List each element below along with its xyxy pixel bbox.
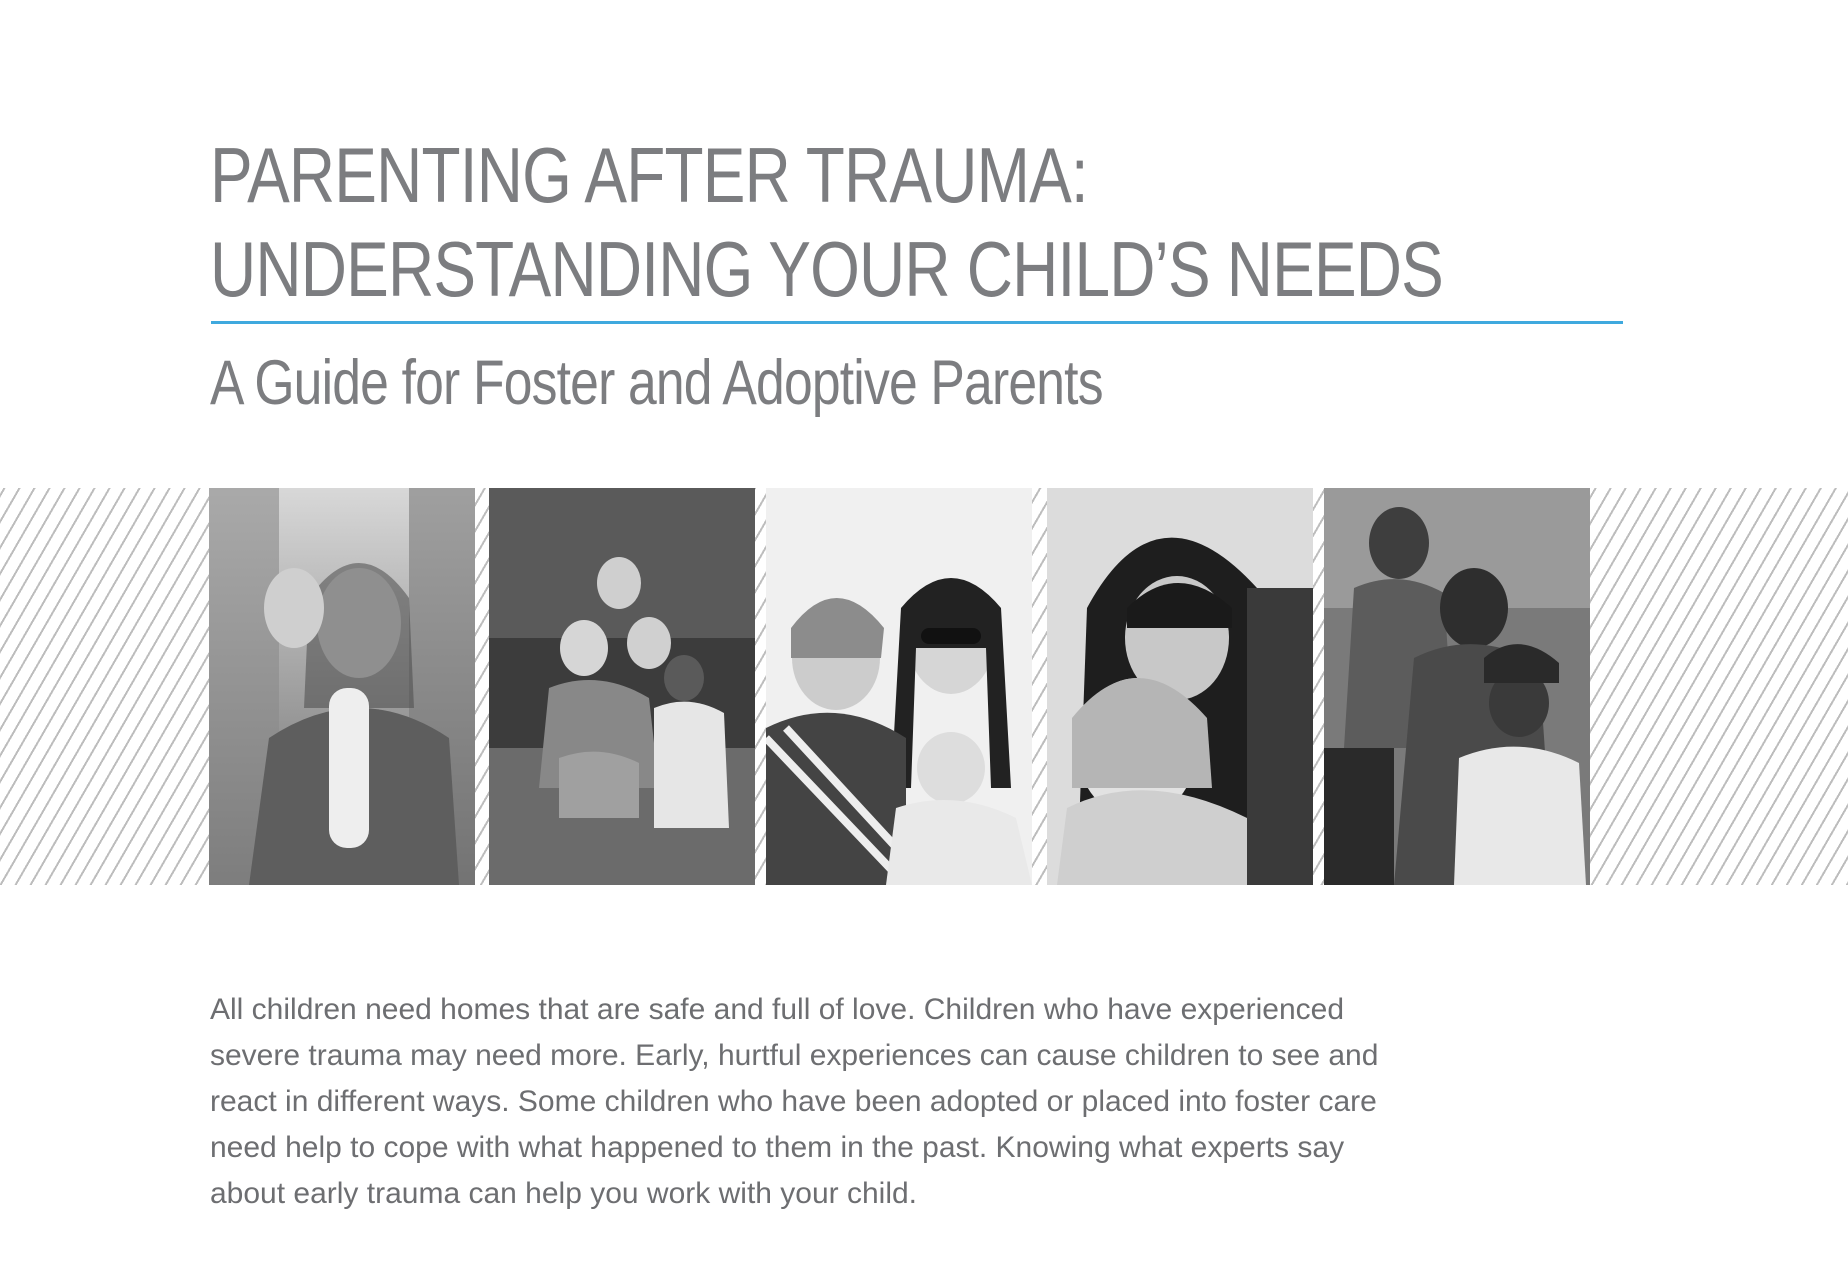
photo-strip [0, 488, 1848, 885]
intro-paragraph [210, 987, 1690, 1217]
title-line-2: UNDERSTANDING YOUR CHILD’S NEEDS [210, 225, 1444, 313]
photo-family-group-lawn [489, 488, 755, 885]
photo-father-two-kids [1324, 488, 1590, 885]
title-divider [211, 321, 1623, 324]
intro-line: need help to cope with what happened to them in the past. Knowing what experts say [210, 1131, 1345, 1164]
family-photo-icon [489, 488, 755, 885]
title-line-1: PARENTING AFTER TRAUMA: [210, 131, 1088, 219]
intro-line: about early trauma can help you work with your child. [210, 1177, 918, 1210]
photo-mother-girl-hug [1047, 488, 1313, 885]
family-photo-icon [766, 488, 1032, 885]
photo-two-women-baby [766, 488, 1032, 885]
family-photo-icon [1047, 488, 1313, 885]
intro-line: react in different ways. Some children who have been adopted or placed into foster care [210, 1085, 1377, 1118]
photo-mother-daughter [209, 488, 475, 885]
family-photo-icon [1324, 488, 1590, 885]
document-title [210, 128, 1630, 316]
intro-line: All children need homes that are safe and full of love. Children who have experienced [210, 993, 1345, 1026]
intro-line: severe trauma may need more. Early, hurtful experiences can cause children to see and [210, 1039, 1379, 1072]
family-photo-icon [209, 488, 475, 885]
document-subtitle: A Guide for Foster and Adoptive Parents [210, 348, 1103, 418]
